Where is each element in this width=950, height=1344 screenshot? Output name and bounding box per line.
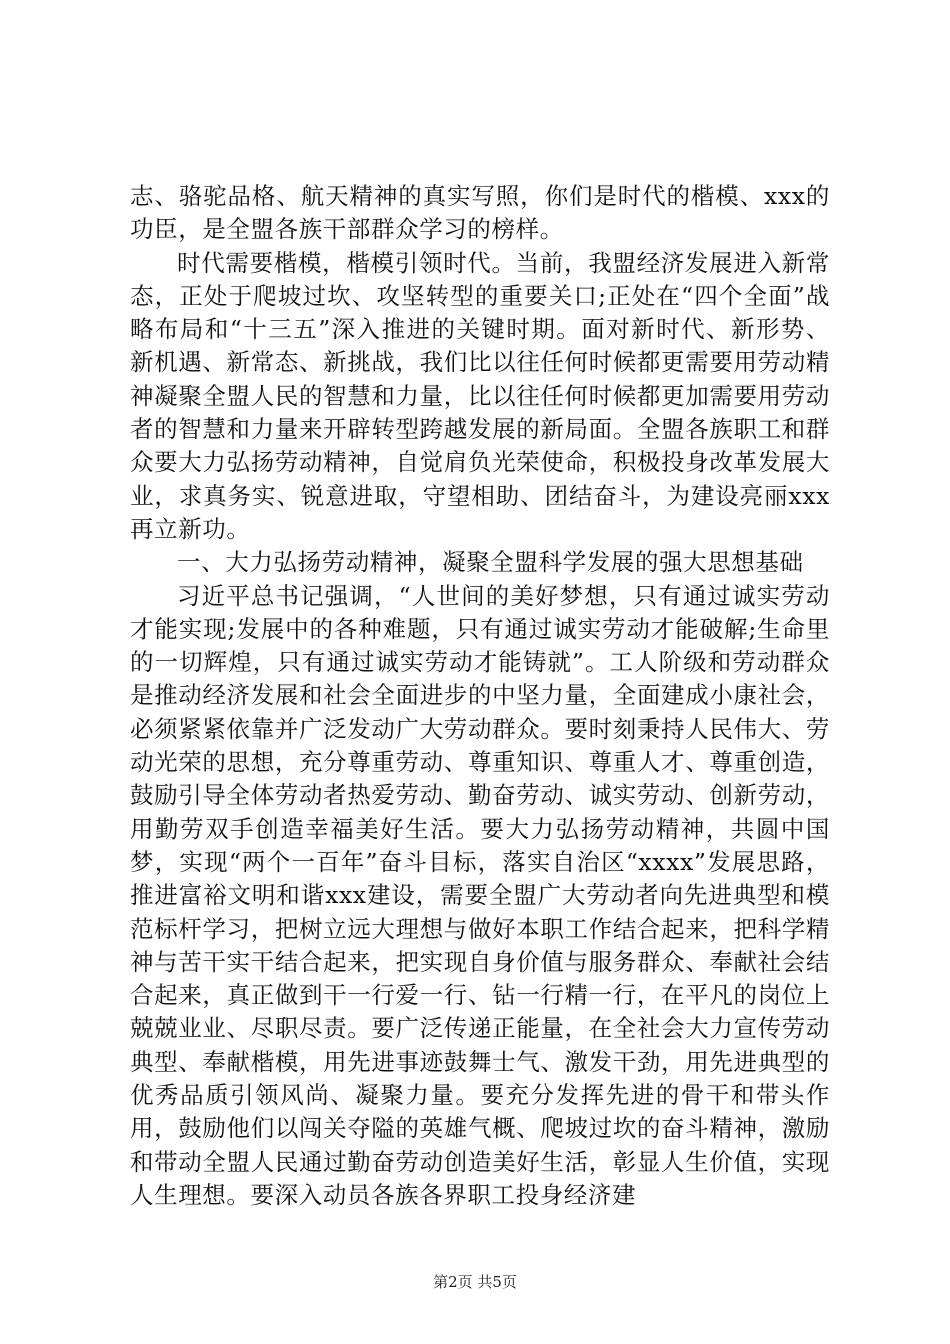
- document-body: [130, 180, 830, 1212]
- paragraph-3: 习近平总书记强调，“人世间的美好梦想，只有通过诚实劳动才能实现;发展中的各种难题，只有通过诚实劳动才能破解;生命里的一切辉煌，只有通过诚实劳动才能铸就”。工人阶级和劳动群众是推动经济发展和社会全面进步的中坚力量，全面建成小康社会，必须紧紧依靠并广泛发动广大劳动群众。要时刻秉持人民伟大、劳动光荣的思想，充分尊重劳动、尊重知识、尊重人才、尊重创造，鼓励引导全体劳动者热爱劳动、勤奋劳动、诚实劳动、创新劳动，用勤劳双手创造幸福美好生活。要大力弘扬劳动精神，共圆中国梦，实现“两个一百年”奋斗目标，落实自治区“xxxx”发展思路，推进富裕文明和谐xxx建设，需要全盟广大劳动者向先进典型和模范标杆学习，把树立远大理想与做好本职工作结合起来，把科学精神与苦干实干结合起来，把实现自身价值与服务群众、奉献社会结合起来，真正做到干一行爱一行、钻一行精一行，在平凡的岗位上兢兢业业、尽职尽责。要广泛传递正能量，在全社会大力宣传劳动典型、奉献楷模，用先进事迹鼓舞士气、激发干劲，用先进典型的优秀品质引领风尚、凝聚力量。要充分发挥先进的骨干和带头作用，鼓励他们以闯关夺隘的英雄气概、爬坡过坎的奋斗精神，激励和带动全盟人民通过勤奋劳动创造美好生活，彰显人生价值，实现人生理想。要深入动员各族各界职工投身经济建: [130, 581, 830, 1209]
- section-heading-1: 一、大力弘扬劳动精神，凝聚全盟科学发展的强大思想基础: [177, 548, 804, 577]
- paragraph-1: 志、骆驼品格、航天精神的真实写照，你们是时代的楷模、xxx的功臣，是全盟各族干部群众学习的榜样。: [130, 182, 830, 244]
- page-number-footer: 第2页 共5页: [433, 1273, 517, 1291]
- paragraph-2: 时代需要楷模，楷模引领时代。当前，我盟经济发展进入新常态，正处于爬坡过坎、攻坚转型的重要关口;正处在“四个全面”战略布局和“十三五”深入推进的关键时期。面对新时代、新形势、新机遇、新常态、新挑战，我们比以往任何时候都更需要用劳动精神凝聚全盟人民的智慧和力量，比以往任何时候都更加需要用劳动者的智慧和力量来开辟转型跨越发展的新局面。全盟各族职工和群众要大力弘扬劳动精神，自觉肩负光荣使命，积极投身改革发展大业，求真务实、锐意进取，守望相助、团结奋斗，为建设亮丽xxx再立新功。: [130, 248, 830, 543]
